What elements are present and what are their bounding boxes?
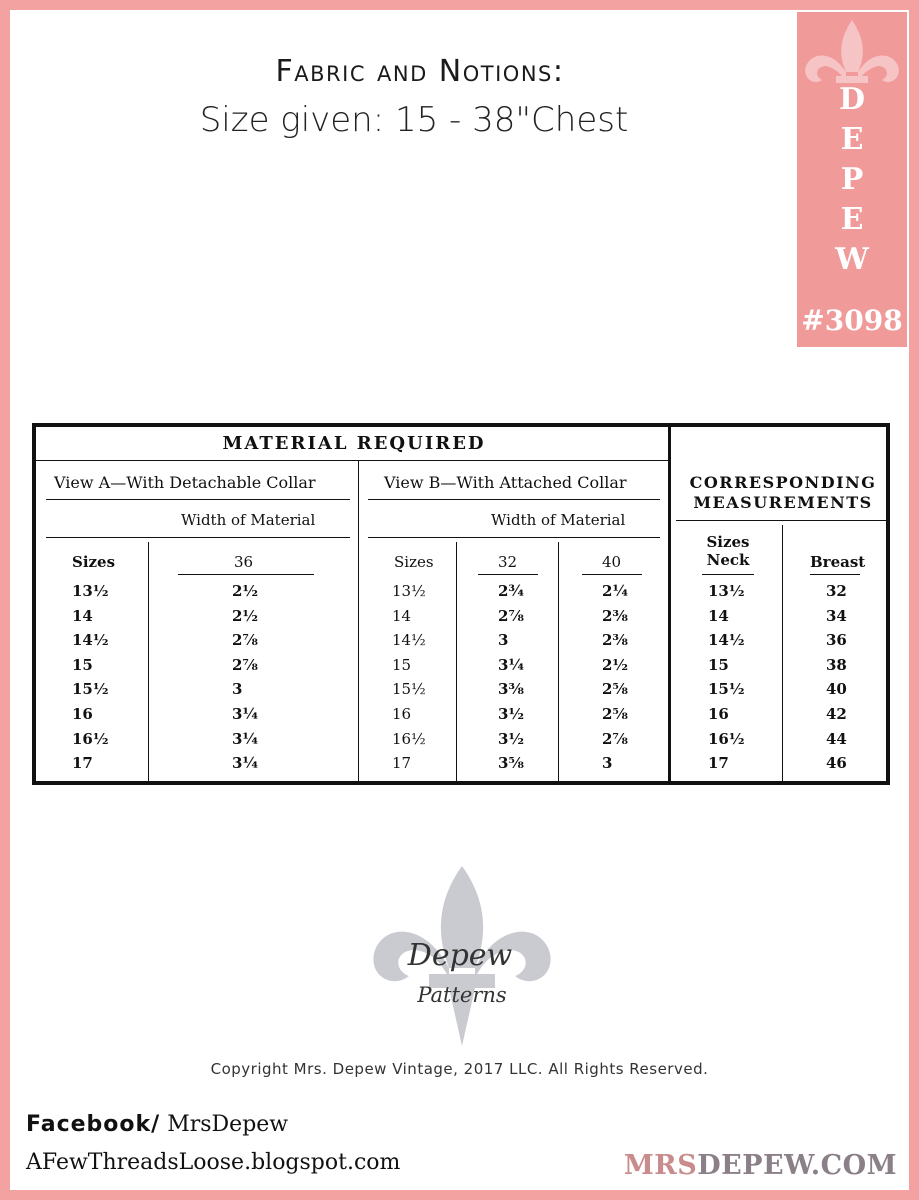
- table-cell-neck: 15½: [708, 680, 745, 699]
- table-cell-b-32: 2¾: [498, 582, 525, 600]
- depew-badge: [797, 12, 907, 347]
- table-rule: [36, 460, 668, 461]
- corresponding-heading: [676, 473, 890, 513]
- table-rule: [368, 537, 660, 538]
- table-cell-a-size: 15½: [72, 680, 109, 699]
- table-cell-b-size: 15½: [392, 680, 426, 699]
- table-rule: [702, 574, 754, 575]
- table-cell-b-32: 3½: [498, 705, 525, 723]
- table-divider: [358, 460, 359, 781]
- table-cell-neck: 14: [708, 606, 729, 625]
- table-divider: [148, 542, 149, 781]
- table-rule: [478, 574, 538, 575]
- view-a-title: View A—With Detachable Collar: [54, 473, 316, 492]
- copyright-notice: Copyright Mrs. Depew Vintage, 2017 LLC. All Rights Reserved.: [210, 1060, 709, 1078]
- col-breast: Breast: [810, 553, 866, 571]
- facebook-label: Facebook/: [26, 1112, 161, 1137]
- badge-letter: E: [840, 122, 864, 157]
- facebook-handle[interactable]: MrsDepew: [160, 1112, 289, 1137]
- table-cell-a-size: 14: [72, 606, 93, 625]
- col-sizes-neck: [694, 533, 762, 569]
- table-cell-a-36: 3¼: [232, 754, 259, 773]
- table-cell-b-size: 15: [392, 655, 412, 674]
- table-cell-b-40: 2⅞: [602, 729, 628, 748]
- table-divider: [668, 427, 671, 781]
- table-rule: [582, 574, 642, 575]
- material-heading: MATERIAL REQUIRED: [222, 433, 486, 454]
- table-cell-a-36: 2⅞: [232, 631, 258, 650]
- site-part2: DEPEW.COM: [697, 1150, 897, 1181]
- pattern-page: [10, 10, 909, 1190]
- badge-letter: E: [840, 202, 864, 237]
- table-cell-b-40: 2⅜: [602, 606, 628, 625]
- depew-patterns-logo: [367, 862, 557, 1052]
- col-neck-line2: Neck: [706, 551, 750, 569]
- table-divider: [558, 542, 559, 781]
- table-cell-breast: 34: [826, 606, 847, 625]
- col-32: 32: [498, 553, 518, 571]
- table-cell-b-size: 17: [392, 754, 412, 773]
- table-cell-b-40: 2⅝: [602, 680, 628, 699]
- corresponding-line2: MEASUREMENTS: [693, 493, 873, 512]
- table-cell-a-36: 2½: [232, 582, 259, 600]
- table-rule: [676, 520, 886, 521]
- badge-letters: [797, 80, 907, 280]
- facebook-line: [26, 1112, 288, 1137]
- col-36: 36: [234, 553, 254, 571]
- blog-link[interactable]: AFewThreadsLoose.blogspot.com: [26, 1150, 401, 1175]
- website-link[interactable]: [624, 1150, 897, 1181]
- table-cell-a-size: 13½: [72, 582, 109, 600]
- pattern-number: #3098: [801, 304, 903, 337]
- view-b-title: View B—With Attached Collar: [384, 473, 627, 492]
- table-cell-a-36: 3: [232, 680, 243, 699]
- badge-letter: D: [838, 82, 865, 117]
- table-cell-a-size: 15: [72, 655, 93, 674]
- table-cell-b-size: 14½: [392, 631, 426, 650]
- material-table: [32, 423, 890, 785]
- table-cell-breast: 38: [826, 655, 847, 674]
- page-subtitle: Size given: 15 - 38"Chest: [199, 100, 629, 140]
- table-cell-b-32: 2⅞: [498, 606, 524, 625]
- table-divider: [456, 542, 457, 781]
- table-cell-neck: 16: [708, 705, 729, 723]
- table-cell-b-size: 16: [392, 705, 412, 723]
- corresponding-line1: CORRESPONDING: [689, 473, 877, 492]
- col-sizes-a: Sizes: [72, 553, 116, 571]
- table-rule: [368, 499, 660, 500]
- table-cell-b-size: 13½: [392, 582, 426, 600]
- table-cell-a-size: 16½: [72, 729, 109, 748]
- logo-line1: Depew: [407, 938, 513, 973]
- table-cell-b-32: 3⅜: [498, 680, 524, 699]
- width-of-material-a: Width of Material: [181, 511, 316, 529]
- col-40: 40: [602, 553, 622, 571]
- badge-letter: P: [840, 162, 864, 197]
- table-rule: [178, 574, 314, 575]
- table-cell-b-size: 16½: [392, 729, 426, 748]
- table-cell-b-32: 3¼: [498, 655, 525, 674]
- table-cell-breast: 46: [826, 754, 847, 773]
- table-cell-b-32: 3⅝: [498, 754, 524, 773]
- table-cell-neck: 14½: [708, 631, 745, 650]
- width-of-material-b: Width of Material: [491, 511, 626, 529]
- table-cell-breast: 44: [826, 729, 847, 748]
- table-cell-b-40: 2⅝: [602, 705, 628, 723]
- table-cell-a-36: 2⅞: [232, 655, 258, 674]
- table-divider: [782, 525, 783, 781]
- table-cell-a-size: 16: [72, 705, 93, 723]
- table-cell-b-32: 3: [498, 631, 509, 650]
- table-rule: [46, 499, 350, 500]
- table-cell-a-36: 3¼: [232, 729, 259, 748]
- table-cell-breast: 42: [826, 705, 847, 723]
- logo-line2: Patterns: [417, 983, 507, 1007]
- table-rule: [46, 537, 350, 538]
- table-cell-breast: 40: [826, 680, 847, 699]
- table-cell-b-40: 2⅜: [602, 631, 628, 650]
- table-cell-b-40: 3: [602, 754, 613, 773]
- table-cell-neck: 13½: [708, 582, 745, 600]
- table-cell-b-40: 2¼: [602, 582, 629, 600]
- table-cell-b-32: 3½: [498, 729, 525, 748]
- table-cell-a-size: 17: [72, 754, 93, 773]
- table-cell-a-36: 3¼: [232, 705, 259, 723]
- table-rule: [810, 574, 860, 575]
- table-cell-neck: 16½: [708, 729, 745, 748]
- table-cell-b-40: 2½: [602, 655, 629, 674]
- badge-letter: W: [835, 242, 869, 277]
- table-cell-a-36: 2½: [232, 606, 259, 625]
- page-title: Fabric and Notions:: [275, 54, 565, 89]
- table-cell-breast: 32: [826, 582, 847, 600]
- table-cell-a-size: 14½: [72, 631, 109, 650]
- table-cell-neck: 17: [708, 754, 729, 773]
- table-cell-b-size: 14: [392, 606, 412, 625]
- table-cell-breast: 36: [826, 631, 847, 650]
- col-neck-line1: Sizes: [706, 533, 750, 551]
- table-cell-neck: 15: [708, 655, 729, 674]
- site-part1: MRS: [623, 1150, 698, 1181]
- col-sizes-b: Sizes: [394, 553, 434, 571]
